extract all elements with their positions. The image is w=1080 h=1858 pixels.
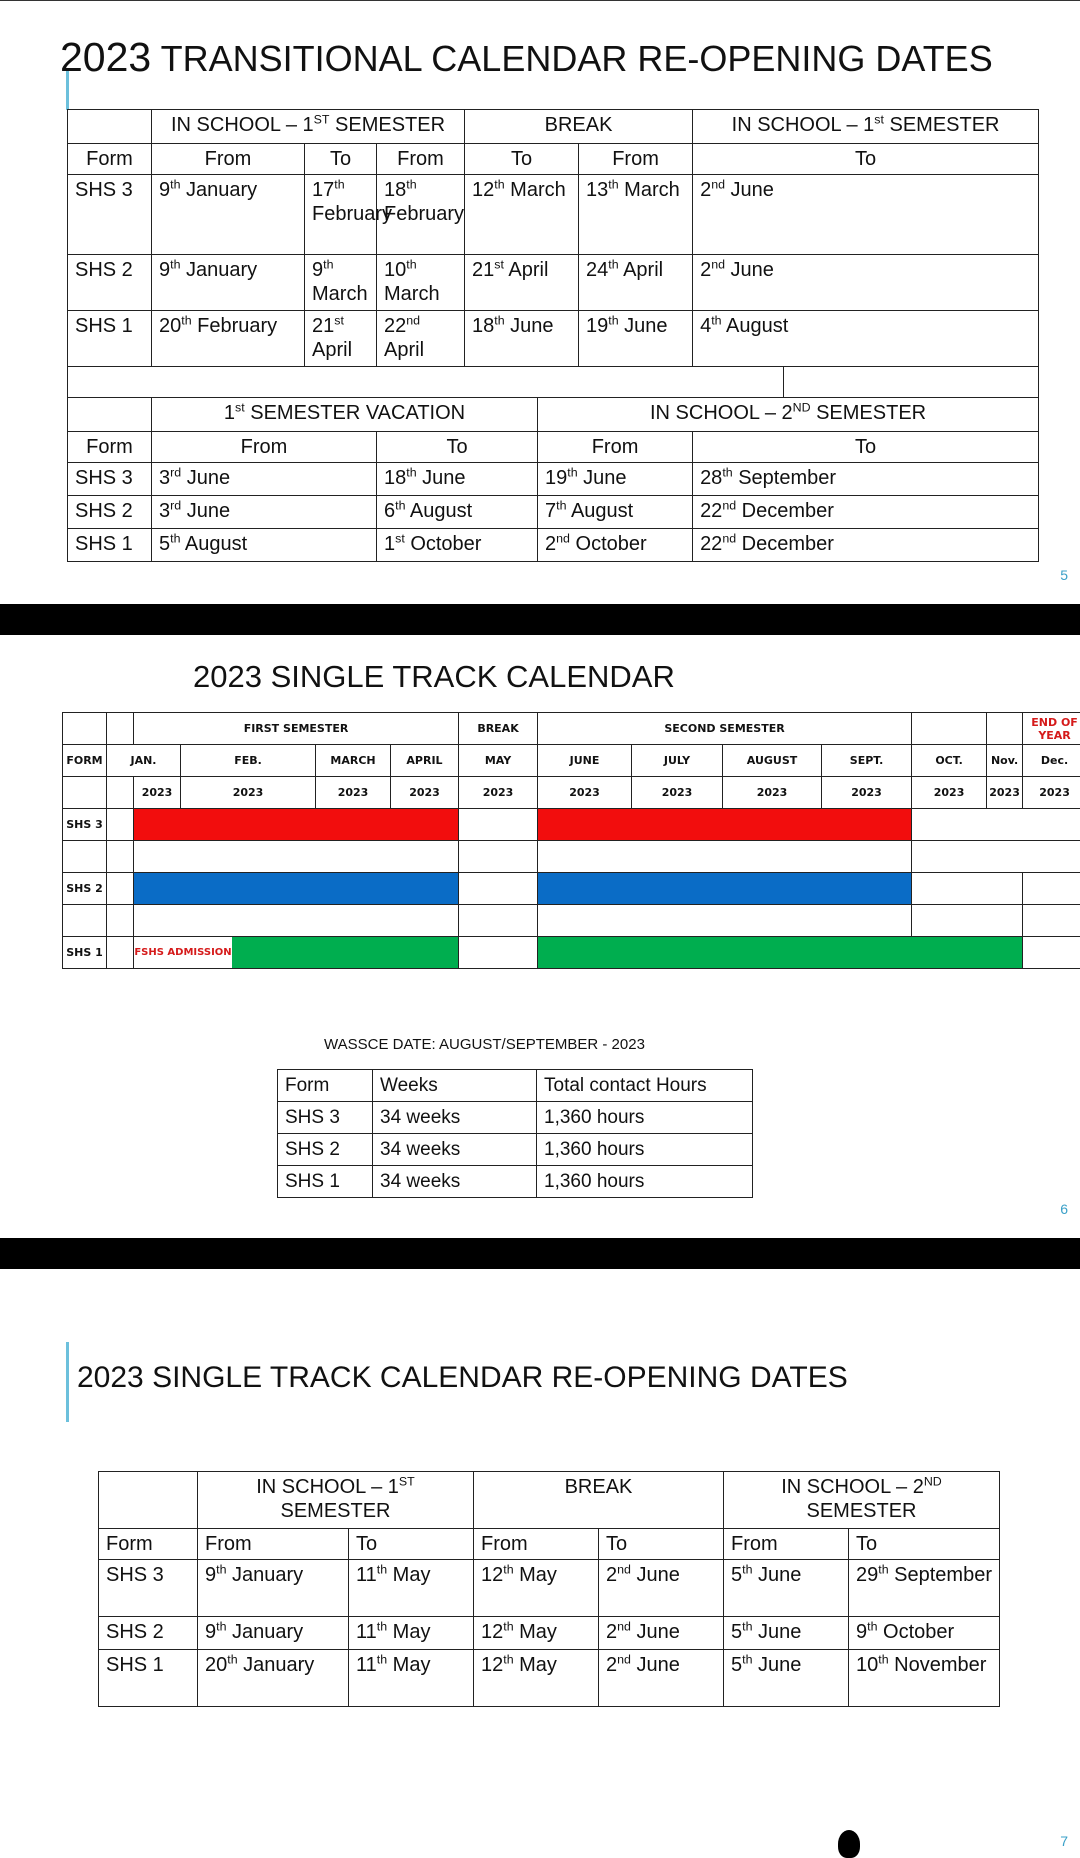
value-cell: 34 weeks [373,1166,537,1198]
column-header: To [693,432,1039,463]
date-cell: 12th March [465,175,579,255]
column-header: From [724,1529,849,1560]
fshs-admission-label: FSHS ADMISSION [134,947,232,958]
accent-bar [66,1342,69,1422]
column-header: To [849,1529,1000,1560]
date-cell: 20th January [198,1650,349,1707]
year-cell: 2023 [723,777,822,809]
column-header: Form [278,1070,373,1102]
date-cell: 21st April [465,255,579,311]
date-cell: 9th October [849,1617,1000,1650]
date-cell: 6th August [377,496,538,529]
date-cell: 5th June [724,1617,849,1650]
date-cell: 12th May [474,1617,599,1650]
title-year: 2023 [60,34,152,80]
break-label: BREAK [459,713,538,745]
group-header: BREAK [474,1472,724,1529]
date-cell: 29th September [849,1560,1000,1617]
date-cell: 2nd June [599,1650,724,1707]
form-cell: SHS 2 [68,255,152,311]
form-cell: SHS 2 [99,1617,198,1650]
column-header: From [579,144,693,175]
table-row [68,175,1039,255]
shs1-first-semester-bar [232,937,458,968]
date-cell: 21st April [305,311,377,367]
year-cell: 2023 [632,777,723,809]
month-header: AUGUST [723,745,822,777]
date-cell: 2nd June [599,1560,724,1617]
table-row [68,311,1039,367]
page-title: 2023 SINGLE TRACK CALENDAR RE-OPENING DATES [77,1361,848,1394]
year-cell: 2023 [1023,777,1080,809]
year-cell: 2023 [987,777,1023,809]
date-cell: 10th March [377,255,465,311]
column-header: From [474,1529,599,1560]
date-cell: 11th May [349,1560,474,1617]
date-cell: 18th June [377,463,538,496]
wassce-date: WASSCE DATE: AUGUST/SEPTEMBER - 2023 [324,1036,645,1053]
date-cell: 19th June [538,463,693,496]
date-cell: 1st October [377,529,538,562]
form-label: FORM [63,745,107,777]
date-cell: 24th April [579,255,693,311]
year-cell: 2023 [538,777,632,809]
form-cell: SHS 1 [68,311,152,367]
month-header: Nov. [987,745,1023,777]
form-cell: SHS 3 [99,1560,198,1617]
form-cell: SHS 2 [68,496,152,529]
table-row [68,255,1039,311]
shs2-first-semester-bar [134,873,459,905]
table-row [278,1134,753,1166]
column-header: From [377,144,465,175]
pointer-blob [838,1830,860,1858]
month-header: SEPT. [822,745,912,777]
year-cell: 2023 [181,777,316,809]
date-cell: 18th February [377,175,465,255]
column-header: Form [68,432,152,463]
year-cell: 2023 [459,777,538,809]
group-header: 1st SEMESTER VACATION [152,398,538,432]
month-header: JULY [632,745,723,777]
column-header: From [198,1529,349,1560]
page-number: 7 [1060,1833,1068,1849]
date-cell: 13th March [579,175,693,255]
page-separator [0,604,1080,635]
end-of-year-label: END OF YEAR [1023,713,1080,745]
month-header: JUNE [538,745,632,777]
form-cell: SHS 1 [99,1650,198,1707]
table-row [68,496,1039,529]
shs2-second-semester-bar [538,873,912,905]
column-header: To [465,144,579,175]
column-header: From [538,432,693,463]
table-row [99,1650,1000,1707]
date-cell: 5th August [152,529,377,562]
transitional-calendar-table [67,109,1039,562]
form-cell: SHS 1 [278,1166,373,1198]
value-cell: 1,360 hours [537,1134,753,1166]
form-cell: SHS 3 [63,809,107,841]
form-cell: SHS 3 [68,175,152,255]
year-cell: 2023 [134,777,181,809]
form-cell: SHS 2 [63,873,107,905]
year-cell: 2023 [391,777,459,809]
table-row [99,1560,1000,1617]
page-title: 2023 SINGLE TRACK CALENDAR [193,659,675,694]
page-number: 5 [1060,567,1068,583]
column-header: To [349,1529,474,1560]
column-header: To [305,144,377,175]
form-cell: SHS 1 [68,529,152,562]
date-cell: 28th September [693,463,1039,496]
date-cell: 9th January [198,1560,349,1617]
date-cell: 20th February [152,311,305,367]
value-cell: 34 weeks [373,1134,537,1166]
month-header: MAY [459,745,538,777]
shs1-second-semester-bar [538,937,1023,969]
page-separator [0,1238,1080,1269]
first-semester-label: FIRST SEMESTER [134,713,459,745]
table-row [68,463,1039,496]
value-cell: 34 weeks [373,1102,537,1134]
date-cell: 5th June [724,1650,849,1707]
date-cell: 22nd December [693,496,1039,529]
date-cell: 12th May [474,1650,599,1707]
date-cell: 5th June [724,1560,849,1617]
column-header: Weeks [373,1070,537,1102]
year-cell: 2023 [912,777,987,809]
group-header: IN SCHOOL – 1ST SEMESTER [198,1472,474,1529]
date-cell: 2nd October [538,529,693,562]
column-header: To [693,144,1039,175]
month-header: OCT. [912,745,987,777]
shs3-first-semester-bar [134,809,459,841]
date-cell: 22nd December [693,529,1039,562]
date-cell: 7th August [538,496,693,529]
single-track-reopening-table [98,1471,1000,1707]
date-cell: 17th February [305,175,377,255]
date-cell: 12th May [474,1560,599,1617]
date-cell: 3rd June [152,496,377,529]
month-header: APRIL [391,745,459,777]
month-header: Dec. [1023,745,1080,777]
date-cell: 18th June [465,311,579,367]
contact-hours-table [277,1069,753,1198]
month-header: MARCH [316,745,391,777]
date-cell: 19th June [579,311,693,367]
date-cell: 3rd June [152,463,377,496]
column-header: Total contact Hours [537,1070,753,1102]
group-header: IN SCHOOL – 2ND SEMESTER [538,398,1039,432]
column-header: Form [99,1529,198,1560]
date-cell: 4th August [693,311,1039,367]
date-cell: 2nd June [693,175,1039,255]
single-track-gantt [62,712,1080,969]
date-cell: 9th January [152,175,305,255]
table-row [99,1617,1000,1650]
form-cell: SHS 2 [278,1134,373,1166]
month-header: JAN. [107,745,181,777]
month-header: FEB. [181,745,316,777]
date-cell: 2nd June [599,1617,724,1650]
table-row [68,529,1039,562]
date-cell: 9th March [305,255,377,311]
value-cell: 1,360 hours [537,1166,753,1198]
year-cell: 2023 [822,777,912,809]
date-cell: 2nd June [693,255,1039,311]
group-header: IN SCHOOL – 2ND SEMESTER [724,1472,1000,1529]
year-cell: 2023 [316,777,391,809]
form-cell: SHS 3 [278,1102,373,1134]
group-header: BREAK [465,110,693,144]
page-title [60,34,993,81]
value-cell: 1,360 hours [537,1102,753,1134]
table-row [278,1166,753,1198]
date-cell: 9th January [198,1617,349,1650]
page-number: 6 [1060,1201,1068,1217]
table-row [278,1102,753,1134]
column-header: To [377,432,538,463]
group-header: IN SCHOOL – 1st SEMESTER [693,110,1039,144]
column-header: To [599,1529,724,1560]
title-text: TRANSITIONAL CALENDAR RE-OPENING DATES [160,38,993,79]
second-semester-label: SECOND SEMESTER [538,713,912,745]
date-cell: 11th May [349,1650,474,1707]
form-cell: SHS 3 [68,463,152,496]
date-cell: 22nd April [377,311,465,367]
date-cell: 9th January [152,255,305,311]
column-header: From [152,144,305,175]
column-header: Form [68,144,152,175]
form-cell: SHS 1 [63,937,107,969]
top-border [0,0,1080,1]
shs3-second-semester-bar [538,809,912,841]
group-header: IN SCHOOL – 1ST SEMESTER [152,110,465,144]
column-header: From [152,432,377,463]
date-cell: 10th November [849,1650,1000,1707]
date-cell: 11th May [349,1617,474,1650]
